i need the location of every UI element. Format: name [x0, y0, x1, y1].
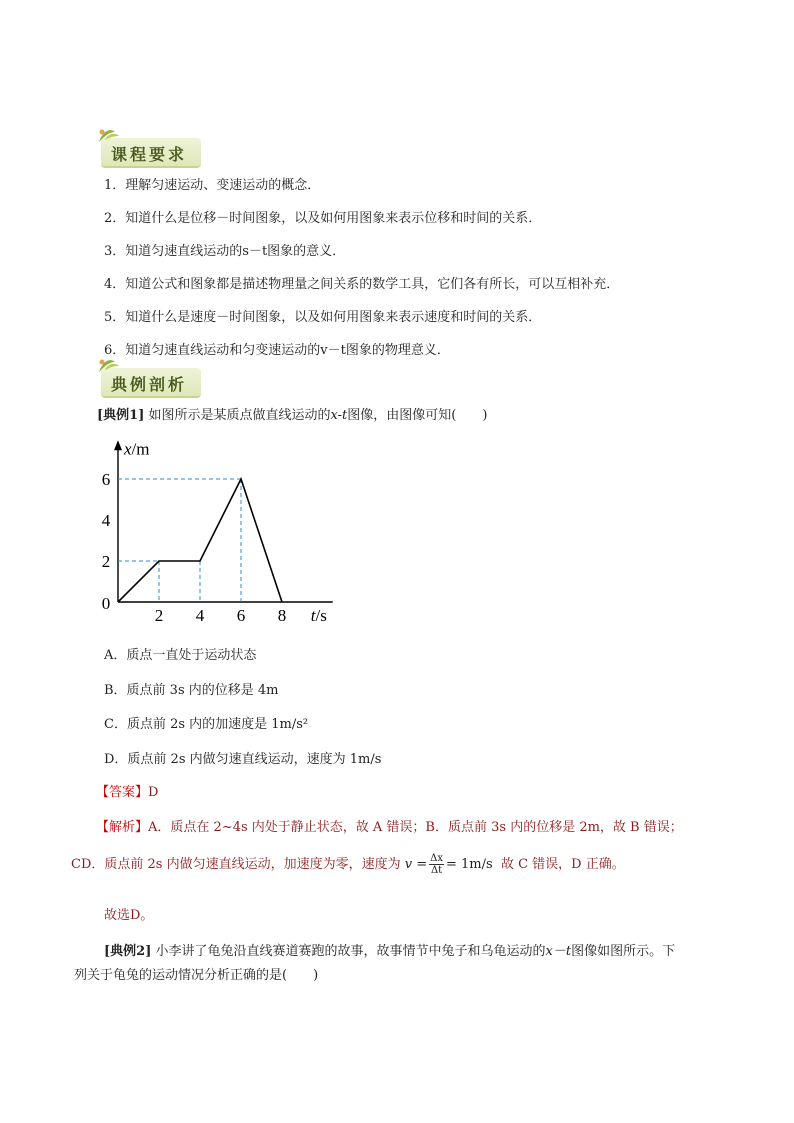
analysis-label: 【解析】 [96, 820, 149, 835]
example1-question: [典例1] 如图所示是某质点做直线运动的x-t图像，由图像可知( ) [97, 408, 488, 423]
y-tick-label: 4 [101, 511, 111, 530]
y-tick-label: 2 [101, 552, 111, 571]
requirement-item: 2．知道什么是位移－时间图象，以及如何用图象来表示位移和时间的关系． [104, 211, 542, 226]
answer [96, 781, 158, 800]
y-axis-arrow [114, 440, 122, 450]
y-axis-label: x/m [124, 439, 150, 459]
option-d: D．质点前 2s 内做匀速直线运动，速度为 1m/s [104, 752, 382, 767]
conclusion: 故选D。 [104, 908, 154, 923]
section-title: 课程要求 [111, 145, 188, 164]
option-c: C．质点前 2s 内的加速度是 1m/s² [104, 717, 309, 732]
option-a: A．质点一直处于运动状态 [104, 648, 257, 663]
xt-graph [96, 436, 336, 631]
x-tick-label: 6 [236, 606, 246, 625]
requirement-item: 6．知道匀速直线运动和匀变速运动的v－t图象的物理意义． [104, 343, 450, 358]
section-banner-example-analysis [101, 368, 201, 398]
velocity-formula: v = $\frac{\Delta x}{\Delta t}$ = 1m/s [404, 853, 493, 876]
example2-line-2: 列关于龟兔的运动情况分析正确的是( ) [74, 968, 319, 983]
example2-line-1: [典例2] 小李讲了龟兔沿直线赛道赛跑的故事，故事情节中兔子和乌龟运动的x－t图像如图所示。下 [104, 944, 676, 959]
x-tick-label: 4 [195, 606, 205, 625]
analysis-line-1: 【解析】A．质点在 2~4s 内处于静止状态，故 A 错误；B．质点前 3s 内的位移是 2m，故 B 错误； [96, 820, 683, 835]
x-axis-label: t/s [310, 606, 327, 625]
requirement-item: 4．知道公式和图象都是描述物理量之间关系的数学工具，它们各有所长，可以互相补充． [104, 277, 620, 292]
section-title: 典例剖析 [111, 375, 188, 394]
origin-label: 0 [101, 594, 111, 613]
x-tick-label: 2 [154, 606, 164, 625]
x-tick-label: 8 [277, 606, 287, 625]
example-label: [典例1] [97, 408, 145, 423]
y-tick-label: 6 [101, 470, 111, 489]
requirement-item: 1．理解匀速运动、变速运动的概念． [104, 178, 321, 193]
answer-value: D [148, 785, 159, 800]
section-banner-course-requirements [101, 138, 201, 168]
requirement-item: 3．知道匀速直线运动的s－t图象的意义． [104, 244, 346, 259]
analysis-line-2: CD．质点前 2s 内做匀速直线运动，加速度为零，速度为 v = $\frac{\Delta x}{\Delta t}$ = 1m/s 故 C 错误，D 正确。 [71, 853, 625, 876]
requirement-item: 5．知道什么是速度－时间图象，以及如何用图象来表示速度和时间的关系． [104, 310, 542, 325]
answer-label: 【答案】 [96, 785, 149, 800]
example-label: [典例2] [104, 944, 152, 959]
option-b: B．质点前 3s 内的位移是 4m [104, 683, 279, 698]
